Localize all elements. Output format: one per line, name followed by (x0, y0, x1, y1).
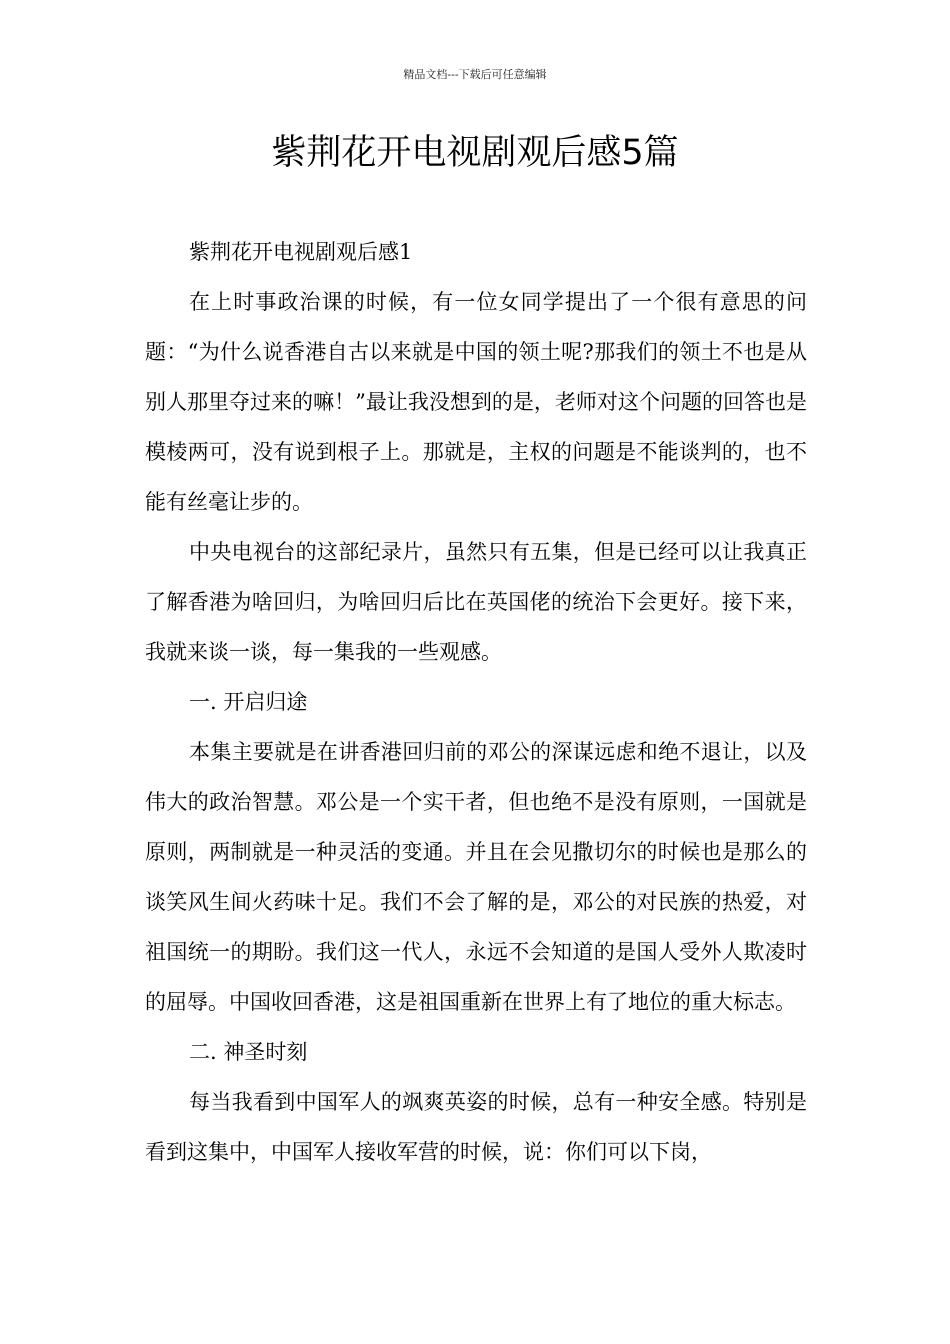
section-heading-1: 紫荆花开电视剧观后感1 (189, 240, 413, 264)
document-body (145, 227, 807, 1177)
paragraph: 中央电视台的这部纪录片，虽然只有五集，但是已经可以让我真正了解香港为啥回归，为啥回归后比在英国佬的统治下会更好。接下来，我就来谈一谈，每一集我的一些观感。 (145, 540, 807, 664)
document-title: 紫荆花开电视剧观后感5篇 (271, 133, 679, 173)
subheading-2: 二. 神圣时刻 (189, 1040, 308, 1064)
header-note: 精品文档---下载后可任意编辑 (403, 68, 547, 81)
subheading-1: 一. 开启归途 (189, 690, 308, 714)
paragraph: 在上时事政治课的时候，有一位女同学提出了一个很有意思的问题：“为什么说香港自古以来就是中国的领土呢?那我们的领土不也是从别人那里夺过来的嘛！”最让我没想到的是，老师对这个问题的回答也是模棱两可，没有说到根子上。那就是，主权的问题是不能谈判的，也不能有丝毫让步的。 (145, 290, 807, 514)
paragraph: 每当我看到中国军人的飒爽英姿的时候，总有一种安全感。特别是看到这集中，中国军人接收军营的时候，说：你们可以下岗， (145, 1090, 807, 1164)
paragraph: 本集主要就是在讲香港回归前的邓公的深谋远虑和绝不退让，以及伟大的政治智慧。邓公是一个实干者，但也绝不是没有原则，一国就是原则，两制就是一种灵活的变通。并且在会见撒切尔的时候也是那么的谈笑风生间火药味十足。我们不会了解的是，邓公的对民族的热爱，对祖国统一的期盼。我们这一代人，永远不会知道的是国人受外人欺凌时的屈辱。中国收回香港，这是祖国重新在世界上有了地位的重大标志。 (145, 740, 807, 1014)
